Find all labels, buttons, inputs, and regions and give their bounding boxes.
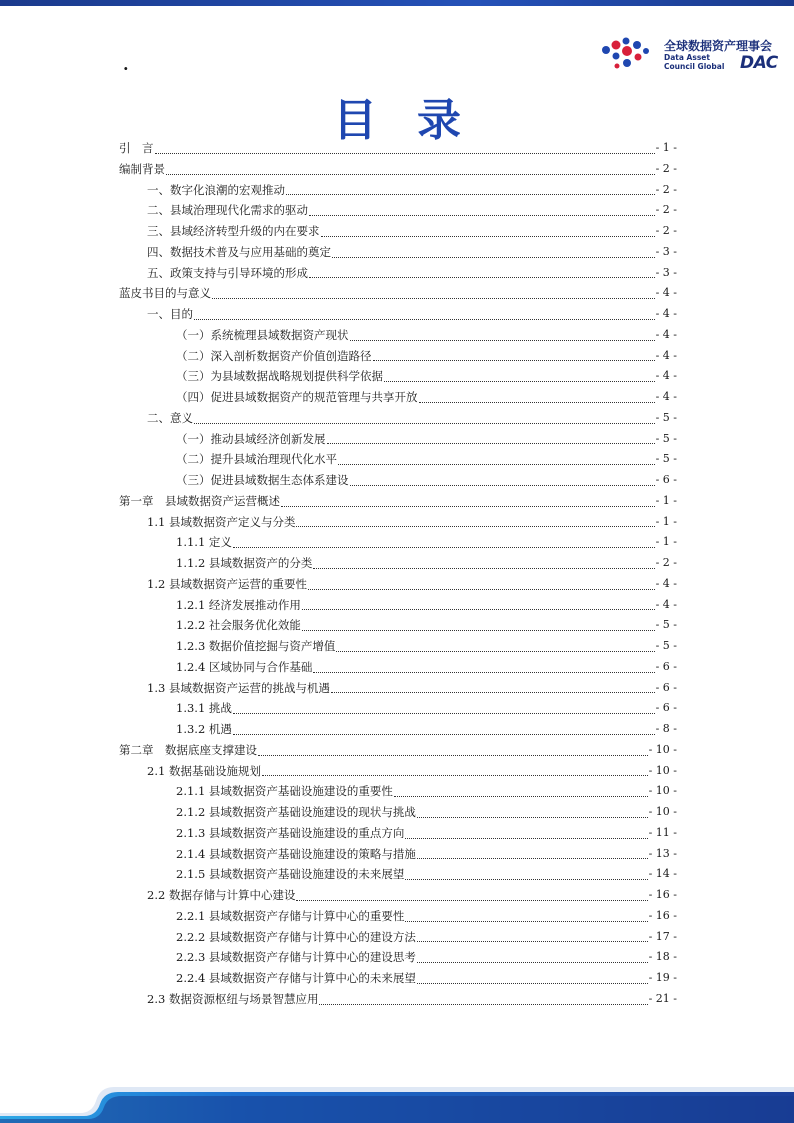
toc-dot-leader	[281, 498, 655, 507]
toc-entry-title: 第二章 数据底座支撑建设	[119, 742, 257, 757]
toc-entry-title: 1.2.2 社会服务优化效能	[176, 618, 301, 633]
toc-entry-page-number: - 5 -	[655, 410, 677, 424]
toc-dot-leader	[313, 560, 654, 569]
toc-dot-leader	[155, 145, 655, 154]
toc-dot-leader	[319, 996, 647, 1005]
toc-entry[interactable]	[119, 180, 677, 201]
top-decorative-bar	[0, 0, 794, 6]
toc-dot-leader	[417, 850, 648, 859]
toc-entry[interactable]	[119, 636, 677, 657]
toc-entry-title: 二、意义	[147, 410, 193, 425]
toc-entry-title: （三）促进县域数据生态体系建设	[176, 473, 349, 487]
toc-dot-leader	[166, 166, 655, 175]
toc-entry-title: 2.1.3 县域数据资产基础设施建设的重点方向	[176, 825, 405, 840]
toc-dot-leader	[384, 373, 655, 382]
toc-entry-title: （一）系统梳理县域数据资产现状	[176, 327, 349, 342]
toc-entry[interactable]	[119, 968, 677, 989]
toc-entry-title: 一、数字化浪潮的宏观推动	[147, 182, 285, 197]
toc-entry-title: 2.2.3 县域数据资产存储与计算中心的建设思考	[176, 950, 416, 965]
toc-entry-title: 1.1 县域数据资产定义与分类	[147, 514, 296, 529]
toc-dot-leader	[331, 684, 655, 693]
toc-entry[interactable]	[119, 802, 677, 823]
toc-entry-page-number: - 10 -	[648, 805, 677, 818]
toc-entry-page-number: - 4 -	[655, 576, 677, 590]
toc-entry-title: 编制背景	[119, 161, 165, 176]
toc-entry-page-number: - 1 -	[655, 141, 677, 154]
toc-dot-leader	[321, 228, 655, 237]
toc-dot-leader	[327, 435, 655, 444]
toc-entry-title: 五、政策支持与引导环境的形成	[147, 265, 308, 280]
toc-entry[interactable]	[119, 740, 677, 761]
toc-entry-page-number: - 6 -	[655, 659, 677, 673]
toc-entry-title: 2.2.2 县域数据资产存储与计算中心的建设方法	[176, 929, 416, 944]
toc-entry[interactable]	[119, 470, 677, 491]
toc-dot-leader	[373, 352, 655, 361]
toc-entry[interactable]	[119, 200, 677, 221]
toc-entry[interactable]	[119, 449, 677, 470]
toc-entry[interactable]	[119, 615, 677, 636]
toc-dot-leader	[194, 311, 655, 320]
toc-entry-title: （二）提升县域治理现代化水平	[176, 452, 337, 467]
toc-entry-page-number: - 14 -	[648, 867, 677, 881]
logo-english-name: Data Asset Council Global	[664, 53, 725, 71]
toc-entry-page-number: - 13 -	[648, 846, 677, 860]
toc-entry[interactable]	[119, 906, 677, 927]
toc-entry-page-number: - 2 -	[655, 224, 677, 237]
toc-entry-page-number: - 3 -	[655, 244, 677, 258]
toc-entry-title: 2.3 数据资源枢纽与场景智慧应用	[147, 991, 319, 1006]
toc-dot-leader	[296, 892, 647, 901]
toc-entry[interactable]	[119, 408, 677, 429]
toc-entry[interactable]	[119, 491, 677, 512]
toc-entry-title: 2.1.5 县域数据资产基础设施建设的未来展望	[176, 867, 405, 882]
toc-entry-page-number: - 4 -	[655, 369, 677, 383]
toc-entry-page-number: - 8 -	[655, 722, 677, 735]
page-marker: ·	[123, 59, 129, 78]
toc-entry-page-number: - 17 -	[648, 929, 677, 943]
toc-entry-title: 第一章 县域数据资产运营概述	[119, 493, 280, 508]
toc-entry-title: 1.2 县域数据资产运营的重要性	[147, 576, 307, 591]
toc-entry-title: 1.2.1 经济发展推动作用	[176, 597, 301, 612]
toc-entry-page-number: - 21 -	[648, 991, 677, 1005]
toc-entry-title: 1.3.2 机遇	[176, 722, 232, 736]
toc-entry[interactable]	[119, 719, 677, 740]
toc-dot-leader	[233, 705, 655, 714]
toc-dot-leader	[309, 269, 655, 278]
toc-entry[interactable]	[119, 989, 677, 1010]
toc-entry-page-number: - 4 -	[655, 390, 677, 403]
toc-entry-title: 2.2.4 县域数据资产存储与计算中心的未来展望	[176, 971, 416, 985]
toc-dot-leader	[332, 249, 655, 258]
toc-entry-title: 三、县域经济转型升级的内在要求	[147, 224, 320, 238]
toc-entry-title: 一、目的	[147, 307, 193, 321]
toc-entry-title: 引 言	[119, 141, 154, 155]
toc-dot-leader	[419, 394, 655, 403]
toc-entry-page-number: - 5 -	[655, 431, 677, 445]
toc-dot-leader	[394, 788, 648, 797]
toc-entry[interactable]	[119, 595, 677, 616]
toc-entry-page-number: - 19 -	[648, 971, 677, 984]
toc-dot-leader	[417, 809, 648, 818]
toc-dot-leader	[405, 871, 647, 880]
toc-entry[interactable]	[119, 263, 677, 284]
toc-entry-page-number: - 4 -	[655, 348, 677, 362]
toc-entry-page-number: - 6 -	[655, 701, 677, 715]
toc-entry-title: 1.1.2 县域数据资产的分类	[176, 556, 313, 570]
toc-entry[interactable]	[119, 657, 677, 678]
toc-entry-title: 1.1.1 定义	[176, 535, 232, 550]
toc-entry[interactable]	[119, 346, 677, 367]
toc-entry[interactable]	[119, 429, 677, 450]
toc-entry[interactable]	[119, 823, 677, 844]
toc-entry[interactable]	[119, 366, 677, 387]
toc-entry-page-number: - 3 -	[655, 265, 677, 279]
toc-entry-page-number: - 10 -	[648, 784, 677, 798]
toc-entry-page-number: - 4 -	[655, 307, 677, 320]
toc-entry[interactable]	[119, 781, 677, 802]
toc-entry-title: 2.2 数据存储与计算中心建设	[147, 888, 296, 902]
toc-entry[interactable]	[119, 927, 677, 948]
toc-entry-page-number: - 6 -	[655, 680, 677, 694]
toc-entry[interactable]	[119, 885, 677, 906]
toc-entry-title: 二、县域治理现代化需求的驱动	[147, 203, 308, 218]
toc-entry[interactable]	[119, 138, 677, 159]
toc-entry-title: 2.1 数据基础设施规划	[147, 763, 261, 778]
toc-entry[interactable]	[119, 159, 677, 180]
toc-entry[interactable]	[119, 761, 677, 782]
toc-entry[interactable]	[119, 304, 677, 325]
toc-dot-leader	[296, 518, 654, 527]
toc-entry-page-number: - 5 -	[655, 639, 677, 652]
toc-dot-leader	[313, 664, 654, 673]
toc-entry[interactable]	[119, 864, 677, 885]
toc-entry-page-number: - 16 -	[648, 908, 677, 922]
toc-entry-title: （三）为县域数据战略规划提供科学依据	[176, 369, 383, 384]
logo-abbreviation: DAC	[740, 53, 778, 73]
toc-dot-leader	[417, 933, 648, 942]
bottom-decorative-band	[0, 1083, 794, 1123]
toc-entry-title: 1.2.3 数据价值挖掘与资产增值	[176, 639, 336, 653]
toc-entry[interactable]	[119, 947, 677, 968]
toc-entry-page-number: - 1 -	[655, 514, 677, 528]
toc-entry-title: （四）促进县域数据资产的规范管理与共享开放	[176, 390, 418, 404]
toc-dot-leader	[338, 456, 655, 465]
toc-entry-page-number: - 1 -	[655, 535, 677, 549]
toc-entry-page-number: - 4 -	[655, 327, 677, 341]
toc-entry-page-number: - 5 -	[655, 452, 677, 466]
toc-entry[interactable]	[119, 532, 677, 553]
toc-entry-title: （二）深入剖析数据资产价值创造路径	[176, 348, 372, 363]
toc-entry[interactable]	[119, 698, 677, 719]
toc-dot-leader	[417, 975, 648, 984]
toc-entry-title: 1.2.4 区域协同与合作基础	[176, 659, 313, 674]
toc-dot-leader	[286, 186, 655, 195]
toc-dot-leader	[336, 643, 654, 652]
toc-entry-title: 2.1.1 县域数据资产基础设施建设的重要性	[176, 784, 393, 799]
toc-entry-page-number: - 5 -	[655, 618, 677, 632]
toc-entry-page-number: - 10 -	[648, 742, 677, 756]
page-title: 目录	[333, 95, 501, 146]
toc-entry-page-number: - 18 -	[648, 950, 677, 964]
toc-dot-leader	[212, 290, 655, 299]
toc-entry-page-number: - 1 -	[655, 493, 677, 507]
toc-entry-page-number: - 2 -	[655, 161, 677, 175]
toc-entry-page-number: - 4 -	[655, 597, 677, 611]
toc-dot-leader	[194, 415, 655, 424]
toc-entry[interactable]	[119, 678, 677, 699]
toc-dot-leader	[258, 747, 648, 756]
toc-dot-leader	[262, 767, 648, 776]
toc-dot-leader	[302, 622, 655, 631]
toc-entry-page-number: - 2 -	[655, 203, 677, 217]
toc-entry-title: 1.3.1 挑战	[176, 701, 232, 716]
toc-dot-leader	[417, 954, 648, 963]
toc-entry-title: 2.2.1 县域数据资产存储与计算中心的重要性	[176, 908, 405, 923]
toc-entry-page-number: - 6 -	[655, 473, 677, 486]
toc-dot-leader	[309, 207, 655, 216]
logo-chinese-name: 全球数据资产理事会	[664, 39, 773, 53]
toc-entry[interactable]	[119, 844, 677, 865]
toc-entry-page-number: - 10 -	[648, 763, 677, 777]
toc-dot-leader	[302, 601, 655, 610]
toc-entry-title: 四、数据技术普及与应用基础的奠定	[147, 244, 331, 259]
toc-entry-page-number: - 16 -	[648, 888, 677, 901]
toc-entry-page-number: - 4 -	[655, 286, 677, 300]
toc-entry-page-number: - 2 -	[655, 182, 677, 196]
toc-entry[interactable]	[119, 512, 677, 533]
table-of-contents	[119, 138, 677, 1010]
toc-entry-page-number: - 11 -	[648, 825, 677, 839]
toc-entry[interactable]	[119, 574, 677, 595]
toc-dot-leader	[233, 539, 655, 548]
toc-entry[interactable]	[119, 325, 677, 346]
toc-dot-leader	[308, 581, 655, 590]
toc-entry[interactable]	[119, 553, 677, 574]
toc-entry-title: 2.1.4 县域数据资产基础设施建设的策略与措施	[176, 846, 416, 861]
toc-entry-title: （一）推动县域经济创新发展	[176, 431, 326, 446]
toc-dot-leader	[405, 913, 647, 922]
toc-dot-leader	[405, 830, 647, 839]
toc-entry[interactable]	[119, 387, 677, 408]
toc-dot-leader	[233, 726, 655, 735]
toc-entry-title: 1.3 县域数据资产运营的挑战与机遇	[147, 680, 330, 695]
toc-entry[interactable]	[119, 221, 677, 242]
toc-entry-title: 2.1.2 县域数据资产基础设施建设的现状与挑战	[176, 805, 416, 819]
toc-dot-leader	[350, 477, 655, 486]
toc-dot-leader	[350, 332, 655, 341]
toc-entry[interactable]	[119, 283, 677, 304]
toc-entry-page-number: - 2 -	[655, 556, 677, 569]
toc-entry[interactable]	[119, 242, 677, 263]
toc-entry-title: 蓝皮书目的与意义	[119, 286, 211, 301]
